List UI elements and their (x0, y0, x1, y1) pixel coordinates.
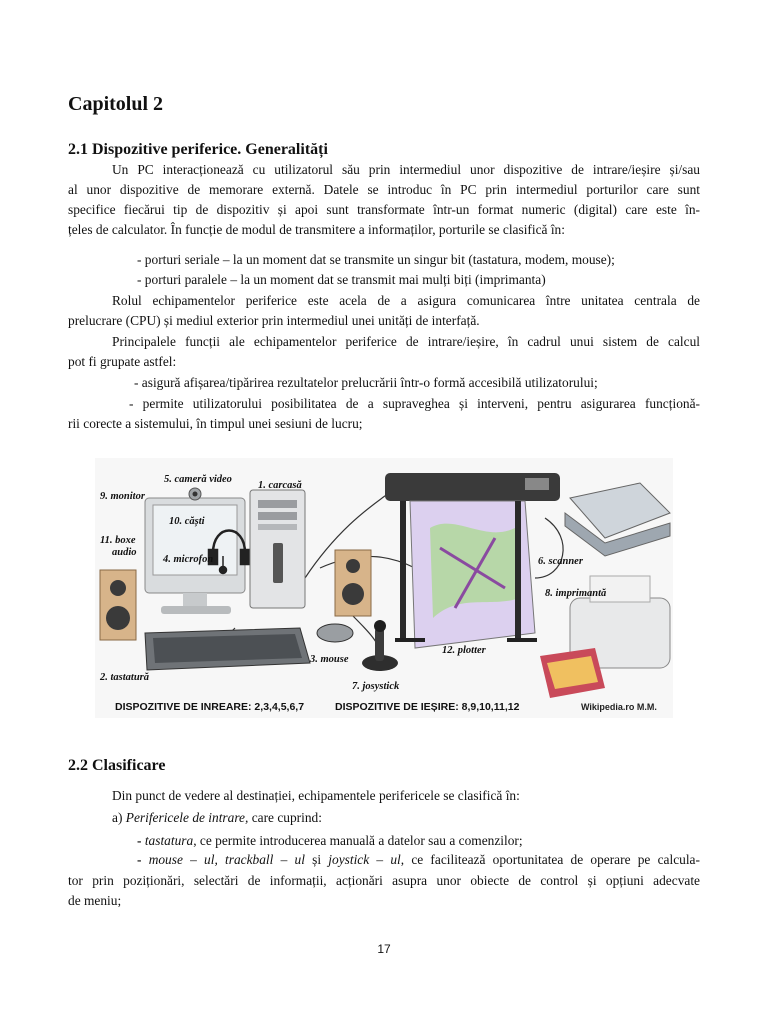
label-camera: 5. cameră video (164, 474, 232, 485)
bullet-dash: - (137, 852, 149, 867)
speaker-right-icon (335, 550, 371, 616)
bullet-text: , ce permite introducerea manuală a datelor sau a comenzilor; (193, 833, 523, 848)
bullet-term: mouse – ul, trackball – ul (148, 852, 305, 867)
joystick-icon (362, 620, 398, 671)
list-item-a (112, 808, 322, 828)
paragraph-line: prelucrare (CPU) și mediul exterior prin intermediul unei unități de interfață. (68, 313, 480, 328)
paragraph-line: tor prin poziționări, selectări de informații, acționări asupra unor obiecte de control și opțiuni adecvate (68, 873, 700, 888)
paragraph-line: Principalele funcții ale echipamentelor periferice de intrare/ieșire, în cadrul unui sistem de calcul (112, 334, 700, 349)
label-tastatura: 2. tastatură (100, 672, 150, 683)
peripherals-figure (95, 458, 673, 718)
bullet-dash: - (137, 833, 145, 848)
caption-input-devices: DISPOZITIVE DE INREARE: 2,3,4,5,6,7 (115, 701, 305, 713)
chapter-title: Capitolul 2 (68, 93, 164, 115)
list-item: - porturi seriale – la un moment dat se transmite un singur bit (tastatura, modem, mouse); (137, 252, 615, 267)
bullet-term: tastatura (144, 833, 194, 848)
scanner-icon (565, 483, 670, 556)
section-heading-2-2: 2.2 Clasificare (68, 757, 166, 774)
label-scanner: 6. scanner (538, 556, 583, 567)
page-number: 17 (377, 942, 391, 956)
bullet-term: joystick – ul (328, 852, 401, 867)
label-joystick: 7. josystick (352, 681, 400, 692)
paragraph-line: țeles de calculator. În funcție de modul de transmitere a informaților, porturile se clasifică în: (68, 222, 565, 237)
item-a-term: Perifericele de intrare, (125, 810, 249, 825)
mouse-icon (317, 624, 353, 642)
figure-credit: Wikipedia.ro M.M. (581, 702, 657, 712)
section-heading-2-1: 2.1 Dispozitive periferice. Generalități (68, 141, 328, 158)
label-plotter: 12. plotter (442, 645, 486, 656)
bullet-text: și (304, 852, 329, 867)
paragraph-line: de meniu; (68, 893, 122, 908)
paragraph-line: pot fi grupate astfel: (68, 354, 177, 369)
paragraph-line: Rolul echipamentelor periferice este acela de a asigura comunicarea între unitatea centrala de (112, 293, 700, 308)
bullet-mouse (137, 850, 700, 870)
label-carcasa: 1. carcasă (258, 480, 302, 491)
label-imprimanta: 8. imprimantă (545, 588, 607, 599)
label-boxe-2: audio (112, 547, 137, 558)
list-item: - asigură afișarea/tipărirea rezultatelor prelucrării într-o formă accesibilă utilizatorului; (134, 375, 598, 390)
item-a-rest: care cuprind: (248, 810, 322, 825)
caption-output-devices: DISPOZITIVE DE IEȘIRE: 8,9,10,11,12 (335, 701, 520, 713)
label-monitor: 9. monitor (100, 491, 145, 502)
label-boxe-1: 11. boxe (100, 535, 136, 546)
bullet-text: , ce facilitează oportunitatea de operare pe calcula- (400, 852, 700, 867)
pc-case-icon (250, 490, 305, 608)
list-item: - permite utilizatorului posibilitatea de a supraveghea și interveni, pentru asigurarea funcționă- (129, 396, 700, 411)
paragraph-line: specifice fiecărui tip de dispozitiv și apoi sunt transformate într-un format numeric (digital) care este în- (68, 202, 700, 217)
bullet-tastatura (137, 831, 523, 851)
speaker-left-icon (100, 570, 136, 640)
label-microfon: 4. microfon (163, 554, 214, 565)
label-mouse: 3. mouse (310, 654, 349, 665)
list-item: - porturi paralele – la un moment dat se transmit mai mulți biți (imprimanta) (137, 272, 546, 287)
label-casti: 10. căști (169, 516, 205, 527)
paragraph-line: al unor dispozitive de memorare externă. Datele se introduc în PC prin intermediul porturilor care sunt (68, 182, 700, 197)
paragraph-line: Un PC interacționează cu utilizatorul său prin intermediul unor dispozitive de intrare/ieșire și/sau (112, 162, 700, 177)
item-a-prefix: a) (112, 810, 126, 825)
paragraph-line: Din punct de vedere al destinației, echipamentele perifericele se clasifică în: (112, 788, 520, 803)
plotter-icon (385, 473, 560, 648)
list-item: rii corecte a sistemului, în timpul unei sesiuni de lucru; (68, 416, 363, 431)
keyboard-icon (145, 628, 310, 670)
webcam-icon (189, 488, 201, 500)
